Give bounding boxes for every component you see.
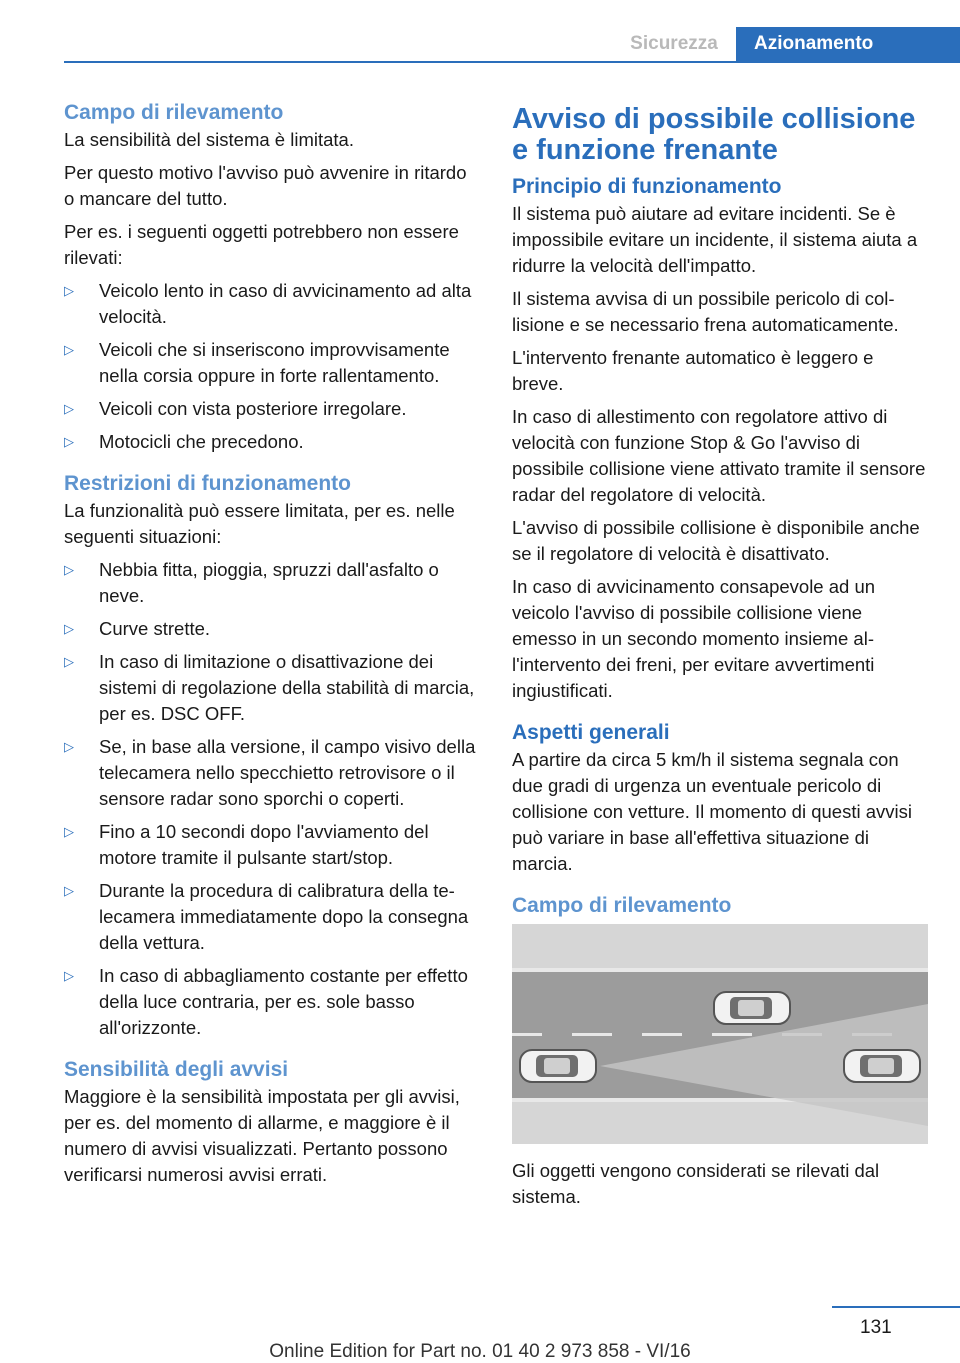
section-title-restrictions: Restrizioni di funzionamento — [64, 472, 351, 495]
list-item: ▷ Veicoli che si inseriscono improvvisamente nella corsia oppure in forte rallentamento. — [64, 339, 450, 386]
list-item: ▷ Nebbia fitta, pioggia, spruzzi dall'asfalto o neve. — [64, 559, 439, 606]
list-item: ▷ In caso di abbagliamento costante per effetto della luce contraria, per es. sole basso all'orizzonte. — [64, 965, 468, 1038]
list-item: ▷ Durante la procedura di calibratura della telecamera immediatamente dopo la consegna della vettura. — [64, 880, 469, 953]
list-item: ▷ Curve strette. — [64, 616, 480, 642]
paragraph: In caso di allestimento con regolatore attivo di velocità con funzione Stop & Go l'avviso di possibile collisione viene attivato tramite il sensore radar del regolatore di velocità. — [512, 406, 926, 505]
other-car-icon — [714, 992, 790, 1024]
triangle-bullet-icon: ▷ — [64, 654, 74, 669]
ego-car-icon — [520, 1050, 596, 1082]
paragraph: La funzionalità può essere limitata, per es. nelle seguenti situazioni: — [64, 500, 455, 547]
paragraph: Il sistema avvisa di un possibile pericolo di collisione e se necessario frena automaticamente. — [512, 288, 899, 335]
triangle-bullet-icon: ▷ — [64, 434, 74, 449]
triangle-bullet-icon: ▷ — [64, 883, 74, 898]
paragraph: La sensibilità del sistema è limitata. — [64, 129, 354, 150]
section-title-detection-range: Campo di rilevamento — [64, 101, 284, 124]
edition-footer: Online Edition for Part no. 01 40 2 973 858 - VI/16 — [269, 1341, 691, 1362]
triangle-bullet-icon: ▷ — [64, 342, 74, 357]
paragraph: In caso di avvicinamento consapevole ad un veicolo l'avviso di possibile collisione viene emesso in un secondo momento insieme all'intervento dei freni, per evitare avvertimenti ingiustificati. — [512, 576, 876, 701]
triangle-bullet-icon: ▷ — [64, 562, 74, 577]
paragraph: Per es. i seguenti oggetti potrebbero non essere rilevati: — [64, 221, 459, 268]
triangle-bullet-icon: ▷ — [64, 968, 74, 983]
paragraph: L'intervento frenante automatico è leggero e breve. — [512, 347, 874, 394]
list-item: ▷ Veicolo lento in caso di avvicinamento ad alta velocità. — [64, 280, 472, 327]
header-rule — [64, 61, 960, 63]
paragraph: Il sistema può aiutare ad evitare incidenti. Se è impossibile evitare un incidente, il sistema aiuta a ridurre la velocità dell'impatto. — [512, 203, 918, 276]
footer-rule — [832, 1306, 960, 1308]
paragraph: Maggiore è la sensibilità impostata per gli avvisi, per es. del momento di allarme, e maggiore è il numero di avvisi visualizzati. Pertanto possono verificarsi numerosi avvisi errati. — [64, 1086, 460, 1185]
list-item: ▷ Veicoli con vista posteriore irregolare. — [64, 396, 480, 422]
road-detection-range-illustration — [512, 924, 928, 1144]
triangle-bullet-icon: ▷ — [64, 621, 74, 636]
figure-caption: Gli oggetti vengono considerati se rilevati dal sistema. — [512, 1160, 880, 1207]
triangle-bullet-icon: ▷ — [64, 401, 74, 416]
bullet-list-restrictions — [64, 557, 480, 1041]
section-title-detection-range-right: Campo di rilevamento — [512, 894, 732, 917]
right-column — [512, 100, 928, 1217]
header-section-tab[interactable]: Sicurezza — [630, 33, 718, 54]
list-item: ▷ Fino a 10 secondi dopo l'avviamento del motore tramite il pulsante start/stop. — [64, 821, 429, 868]
list-item: ▷ Se, in base alla versione, il campo visivo della telecamera nello specchietto retrovisore o il sensore radar sono sporchi o coperti. — [64, 736, 476, 809]
target-car-icon — [844, 1050, 920, 1082]
left-column — [64, 100, 480, 1195]
bullet-list-undetected-objects — [64, 278, 480, 455]
triangle-bullet-icon: ▷ — [64, 739, 74, 754]
section-title-general: Aspetti generali — [512, 721, 670, 744]
list-item: ▷ Motocicli che precedono. — [64, 429, 480, 455]
header-chapter-tab[interactable]: Azionamento — [736, 27, 960, 61]
triangle-bullet-icon: ▷ — [64, 824, 74, 839]
list-item: ▷ In caso di limitazione o disattivazione dei sistemi di regolazione della stabilità di marcia, per es. DSC OFF. — [64, 651, 475, 724]
main-heading: Avviso di possibile collisione e funzione frenante — [512, 103, 916, 166]
paragraph: A partire da circa 5 km/h il sistema segnala con due gradi di urgenza un eventuale pericolo di collisione con vetture. Il momento di questi avvisi può variare in base all'effettiva situazione di marcia. — [512, 749, 912, 874]
paragraph: L'avviso di possibile collisione è disponibile anche se il regolatore di velocità è disattivato. — [512, 517, 920, 564]
triangle-bullet-icon: ▷ — [64, 283, 74, 298]
section-title-warning-sensitivity: Sensibilità degli avvisi — [64, 1058, 289, 1081]
page-number: 131 — [860, 1317, 892, 1338]
section-title-principle: Principio di funzionamento — [512, 175, 782, 198]
paragraph: Per questo motivo l'avviso può avvenire in ritardo o mancare del tutto. — [64, 162, 467, 209]
